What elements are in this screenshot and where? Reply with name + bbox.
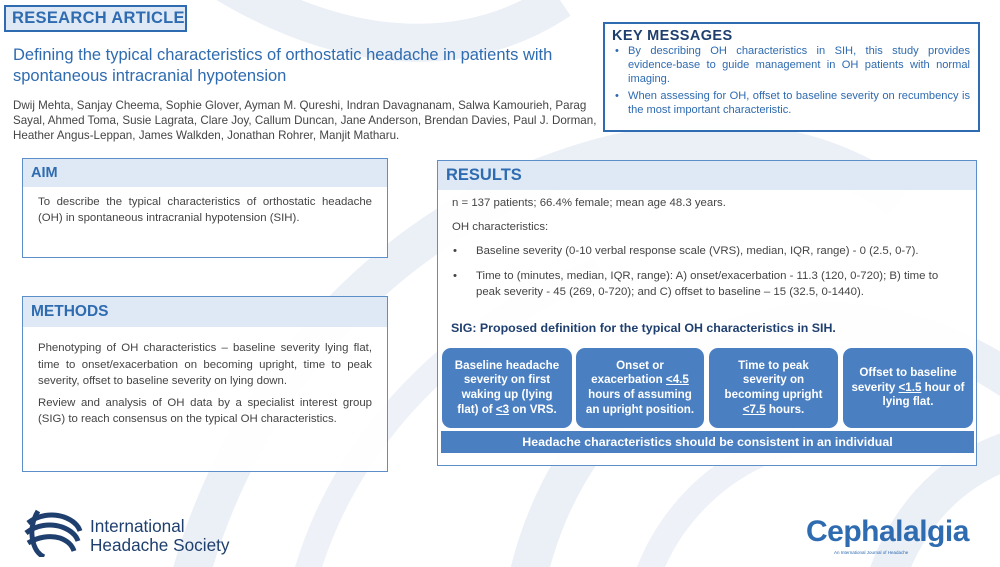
author-list: Dwij Mehta, Sanjay Cheema, Sophie Glover, Ayman M. Qureshi, Indran Davagnanam, Salwa Kamourieh, Parag Sayal, Ahmed Toma, Susie Lagrata, Clare Joy, Callum Duncan, Jane Anderson, Brendan Davies, Paul J. Dorman, Heather Angus-Leppan, James Walkden, Jonathan Rohrer, Manjit Matharu.: [13, 99, 597, 142]
sig-box-threshold: <3: [495, 402, 510, 416]
sig-box-text: Baseline headache severity on first waking up (lying flat) of: [454, 358, 560, 416]
article-type-tag: RESEARCH ARTICLE: [4, 5, 187, 32]
sig-box-text: on VRS.: [509, 402, 557, 416]
results-body: [438, 190, 976, 300]
sig-box-onset: [576, 348, 704, 428]
sig-box-text: Onset or exacerbation: [591, 358, 666, 387]
ihs-name-line: International: [90, 516, 185, 536]
oh-characteristics-label: OH characteristics:: [452, 221, 549, 233]
cephalalgia-logo: Cephalalgia: [806, 515, 969, 548]
sig-box-threshold: <1.5: [898, 380, 922, 394]
article-title: Defining the typical characteristics of orthostatic headache in patients with spontaneous intracranial hypotension: [13, 46, 553, 85]
methods-heading: METHODS: [23, 297, 387, 327]
results-bullet: • Baseline severity (0-10 verbal response scale (VRS), median, IQR, range) - 0 (2.5, 0-7).: [452, 243, 961, 259]
sig-box-text: hour of lying flat.: [882, 380, 965, 409]
ihs-logo-icon: [22, 507, 84, 557]
sig-box-text: Time to peak severity on becoming upright: [724, 358, 823, 401]
ihs-name-line: Headache Society: [90, 535, 230, 555]
key-message-item: • When assessing for OH, offset to baseline severity on recumbency is the most important characteristic.: [612, 90, 970, 118]
aim-text: To describe the typical characteristics of orthostatic headache (OH) in spontaneous intracranial hypotension (SIH).: [38, 196, 372, 224]
sig-box-offset: [843, 348, 973, 428]
key-messages-list: [612, 45, 970, 118]
ihs-logo-text: [90, 517, 230, 555]
methods-paragraph: Review and analysis of OH data by a specialist interest group (SIG) to reach consensus on the typical OH characteristics.: [38, 396, 372, 425]
sig-box-baseline: [442, 348, 572, 428]
results-heading: RESULTS: [438, 161, 976, 190]
methods-body: [23, 327, 387, 428]
sig-box-threshold: <4.5: [665, 373, 689, 387]
methods-paragraph: Phenotyping of OH characteristics – baseline severity lying flat, time to onset/exacerbation on becoming upright, time to peak severity, offset to baseline severity on lying down.: [38, 342, 372, 387]
sig-box-text: Offset to baseline severity: [851, 366, 957, 394]
sig-box-text: hours of assuming an upright position.: [585, 388, 695, 416]
key-messages-heading: KEY MESSAGES: [612, 28, 733, 44]
cephalalgia-subtitle: An International Journal of Headache: [834, 550, 909, 555]
sig-definition-title: SIG: Proposed definition for the typical OH characteristics in SIH.: [451, 321, 836, 335]
results-bullet: • Time to (minutes, median, IQR, range): A) onset/exacerbation - 11.3 (120, 0-720); B) time to peak severity - 45 (269, 0-720); and C) offset to baseline – 15 (32.5, 0-1440).: [452, 268, 961, 300]
consistency-banner: Headache characteristics should be consistent in an individual: [441, 431, 974, 453]
results-summary: n = 137 patients; 66.4% female; mean age 48.3 years.: [452, 197, 726, 209]
sig-box-threshold: <7.5: [742, 402, 766, 416]
methods-panel: [22, 296, 388, 472]
sig-box-peak: [709, 348, 838, 428]
aim-panel: [22, 158, 388, 258]
aim-heading: AIM: [23, 159, 387, 187]
sig-box-text: hours.: [765, 402, 805, 416]
results-bullets: [452, 243, 961, 300]
key-messages-box: [603, 22, 980, 132]
key-message-item: • By describing OH characteristics in SIH, this study provides evidence-base to guide management in OH patients with normal imaging.: [612, 45, 970, 86]
